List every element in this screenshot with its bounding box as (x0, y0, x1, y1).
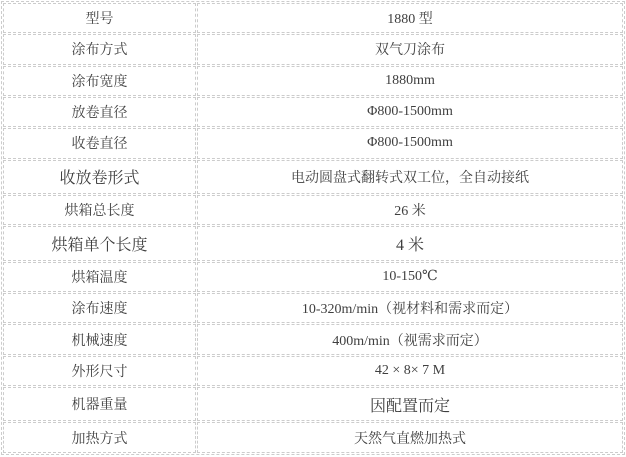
spec-label-cell: 烘箱温度 (3, 262, 196, 292)
spec-label-cell: 型号 (3, 3, 196, 33)
spec-value-cell: 42 × 8× 7 M (197, 356, 623, 386)
spec-label-cell: 机械速度 (3, 324, 196, 354)
spec-label-cell: 涂布宽度 (3, 66, 196, 96)
spec-label-cell: 收卷直径 (3, 128, 196, 158)
spec-label-cell: 加热方式 (3, 422, 196, 453)
spec-value-cell: Φ800-1500mm (197, 128, 623, 158)
spec-label-cell: 机器重量 (3, 387, 196, 421)
table-row (3, 195, 623, 225)
spec-value-cell: 1880mm (197, 66, 623, 96)
spec-label-cell: 放卷直径 (3, 97, 196, 127)
table-row (3, 66, 623, 96)
spec-label-cell: 涂布方式 (3, 34, 196, 64)
table-row (3, 293, 623, 323)
table-row (3, 34, 623, 64)
table-row (3, 128, 623, 158)
spec-value-cell: 26 米 (197, 195, 623, 225)
spec-label-cell: 烘箱单个长度 (3, 226, 196, 260)
spec-label-cell: 烘箱总长度 (3, 195, 196, 225)
spec-label-cell: 收放卷形式 (3, 160, 196, 194)
table-row (3, 422, 623, 453)
table-row (3, 160, 623, 194)
spec-value-cell: Φ800-1500mm (197, 97, 623, 127)
table-row (3, 262, 623, 292)
spec-value-cell: 天然气直燃加热式 (197, 422, 623, 453)
table-row (3, 387, 623, 421)
spec-value-cell: 因配置而定 (197, 387, 623, 421)
spec-label-cell: 涂布速度 (3, 293, 196, 323)
spec-value-cell: 双气刀涂布 (197, 34, 623, 64)
spec-value-cell: 4 米 (197, 226, 623, 260)
table-row (3, 97, 623, 127)
spec-table-body (3, 3, 623, 453)
spec-value-cell: 电动圆盘式翻转式双工位，全自动接纸 (197, 160, 623, 194)
spec-label-cell: 外形尺寸 (3, 356, 196, 386)
table-row (3, 226, 623, 260)
spec-value-cell: 1880 型 (197, 3, 623, 33)
page (0, 1, 626, 457)
spec-value-cell: 10-150℃ (197, 262, 623, 292)
table-row (3, 356, 623, 386)
spec-value-cell: 400m/min（视需求而定） (197, 324, 623, 354)
table-row (3, 3, 623, 33)
spec-table (1, 1, 625, 455)
spec-value-cell: 10-320m/min（视材料和需求而定） (197, 293, 623, 323)
table-row (3, 324, 623, 354)
